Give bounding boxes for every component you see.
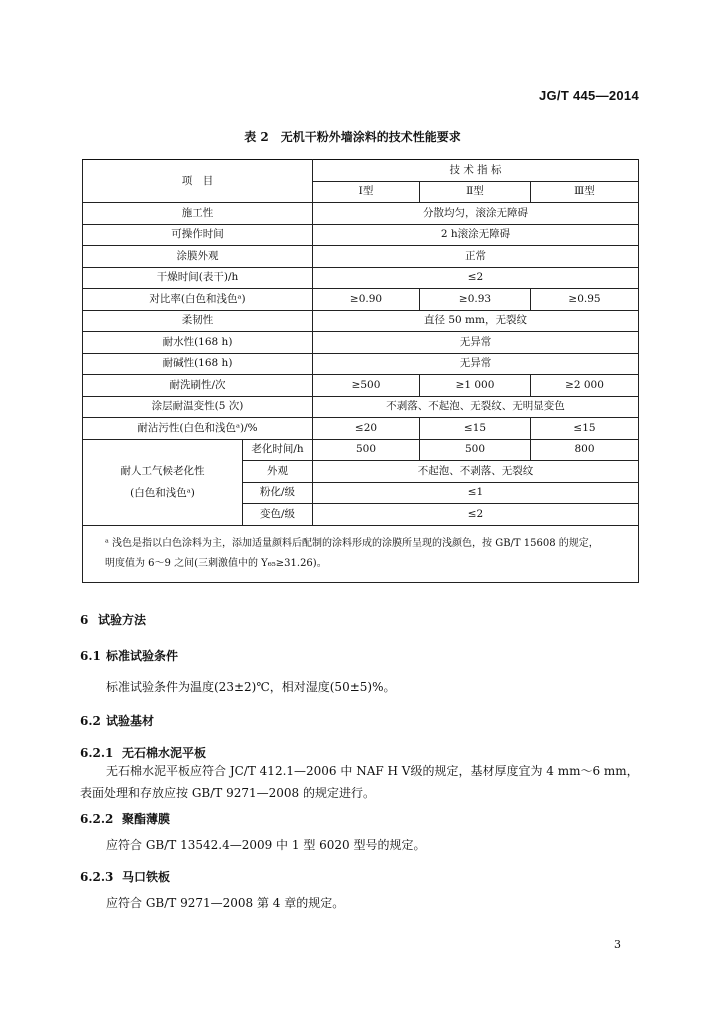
row-item: 耐水性(168 h) [83, 332, 313, 354]
row-item: 耐洗刷性/次 [83, 375, 313, 397]
section-6-heading [80, 611, 146, 628]
section-6-2-2-text: 应符合 GB/T 13542.4—2009 中 1 型 6020 型号的规定。 [106, 838, 426, 852]
table-footnote [83, 525, 639, 582]
section-title: 无石棉水泥平板 [122, 746, 207, 760]
section-title: 标准试验条件 [106, 649, 179, 663]
aging-sub-label: 粉化/级 [243, 482, 313, 504]
section-6-1-heading [80, 647, 178, 664]
row-value: ≥0.93 [420, 289, 531, 311]
section-6-2-3-heading [80, 868, 170, 885]
row-value: ≥0.90 [313, 289, 420, 311]
table-row [83, 289, 639, 311]
section-number: 6.2.3 [80, 870, 114, 884]
table-header-row [83, 160, 639, 182]
row-value: 800 [531, 439, 639, 461]
section-6-1-text: 标准试验条件为温度(23±2)℃，相对湿度(50±5)%。 [106, 680, 396, 694]
row-value: ≤20 [313, 418, 420, 440]
row-item: 涂层耐温变性(5 次) [83, 396, 313, 418]
aging-item [83, 439, 243, 525]
row-value: ≤2 [313, 267, 639, 289]
section-number: 6.2.1 [80, 746, 114, 760]
row-item: 对比率(白色和浅色ᵃ) [83, 289, 313, 311]
table-row [83, 396, 639, 418]
page-number: 3 [614, 938, 621, 951]
row-value: ≥0.95 [531, 289, 639, 311]
section-6-2-1-text [80, 760, 666, 804]
section-title: 试验方法 [98, 613, 147, 627]
section-title: 马口铁板 [122, 870, 171, 884]
row-value: ≤2 [313, 504, 639, 526]
row-value: 无异常 [313, 332, 639, 354]
section-number: 6 [80, 613, 89, 627]
table-row [83, 375, 639, 397]
section-number: 6.1 [80, 649, 101, 663]
row-item: 耐碱性(168 h) [83, 353, 313, 375]
row-value: 正常 [313, 246, 639, 268]
section-6-2-1-heading [80, 744, 206, 761]
aging-sub-label: 外观 [243, 461, 313, 483]
table-row [83, 310, 639, 332]
row-value: 不剥落、不起泡、无裂纹、无明显变色 [313, 396, 639, 418]
col-item-header: 项 目 [83, 160, 313, 203]
row-value: ≤1 [313, 482, 639, 504]
aging-item-sub: (白色和浅色ᵃ) [130, 487, 195, 499]
table-row [83, 267, 639, 289]
table-row [83, 246, 639, 268]
section-number: 6.2 [80, 714, 101, 728]
row-value: 无异常 [313, 353, 639, 375]
table-row [83, 332, 639, 354]
table-row [83, 418, 639, 440]
col-indicator-header: 技 术 指 标 [313, 160, 639, 182]
row-value: 500 [420, 439, 531, 461]
table-row [83, 224, 639, 246]
spec-table [82, 159, 639, 583]
table-title: 表 2 无机干粉外墙涂料的技术性能要求 [244, 130, 461, 144]
section-6-2-2-heading [80, 810, 170, 827]
row-value: 不起泡、不剥落、无裂纹 [313, 461, 639, 483]
aging-sub-label: 老化时间/h [243, 439, 313, 461]
table-row [83, 203, 639, 225]
row-value: ≥500 [313, 375, 420, 397]
row-value: ≥2 000 [531, 375, 639, 397]
row-value: 2 h滚涂无障碍 [313, 224, 639, 246]
footnote-line-1: ᵃ 浅色是指以白色涂料为主，添加适量颜料后配制的涂料形成的涂膜所呈现的浅颜色，按 GB/T 15608 的规定， [105, 537, 599, 549]
table-row [83, 353, 639, 375]
type-3-header: Ⅲ型 [531, 181, 639, 203]
standard-code: JG/T 445—2014 [538, 88, 639, 103]
row-value: ≤15 [420, 418, 531, 440]
aging-item-label: 耐人工气候老化性 [120, 465, 205, 477]
row-item: 柔韧性 [83, 310, 313, 332]
footnote-line-2: 明度值为 6～9 之间(三刺激值中的 Y₆₅≥31.26)。 [105, 557, 327, 569]
row-value: ≥1 000 [420, 375, 531, 397]
section-number: 6.2.2 [80, 812, 114, 826]
row-value: ≤15 [531, 418, 639, 440]
row-item: 耐沾污性(白色和浅色ᵃ)/% [83, 418, 313, 440]
row-item: 可操作时间 [83, 224, 313, 246]
aging-sub-label: 变色/级 [243, 504, 313, 526]
section-6-2-heading [80, 712, 154, 729]
table-row-aging [83, 439, 639, 461]
row-item: 干燥时间(表干)/h [83, 267, 313, 289]
type-2-header: Ⅱ型 [420, 181, 531, 203]
section-6-2-1-line-2: 表面处理和存放应按 GB/T 9271—2008 的规定进行。 [80, 786, 375, 800]
row-value: 直径 50 mm，无裂纹 [313, 310, 639, 332]
section-title: 聚酯薄膜 [122, 812, 171, 826]
table-footnote-row [83, 525, 639, 582]
type-1-header: Ⅰ型 [313, 181, 420, 203]
section-title: 试验基材 [106, 714, 155, 728]
section-6-2-1-line-1: 无石棉水泥平板应符合 JC/T 412.1—2006 中 NAF H Ⅴ级的规定，基材厚度宜为 4 mm～6 mm， [106, 764, 639, 778]
row-item: 涂膜外观 [83, 246, 313, 268]
section-6-2-3-text: 应符合 GB/T 9271—2008 第 4 章的规定。 [106, 896, 345, 910]
row-value: 分散均匀，滚涂无障碍 [313, 203, 639, 225]
row-value: 500 [313, 439, 420, 461]
row-item: 施工性 [83, 203, 313, 225]
